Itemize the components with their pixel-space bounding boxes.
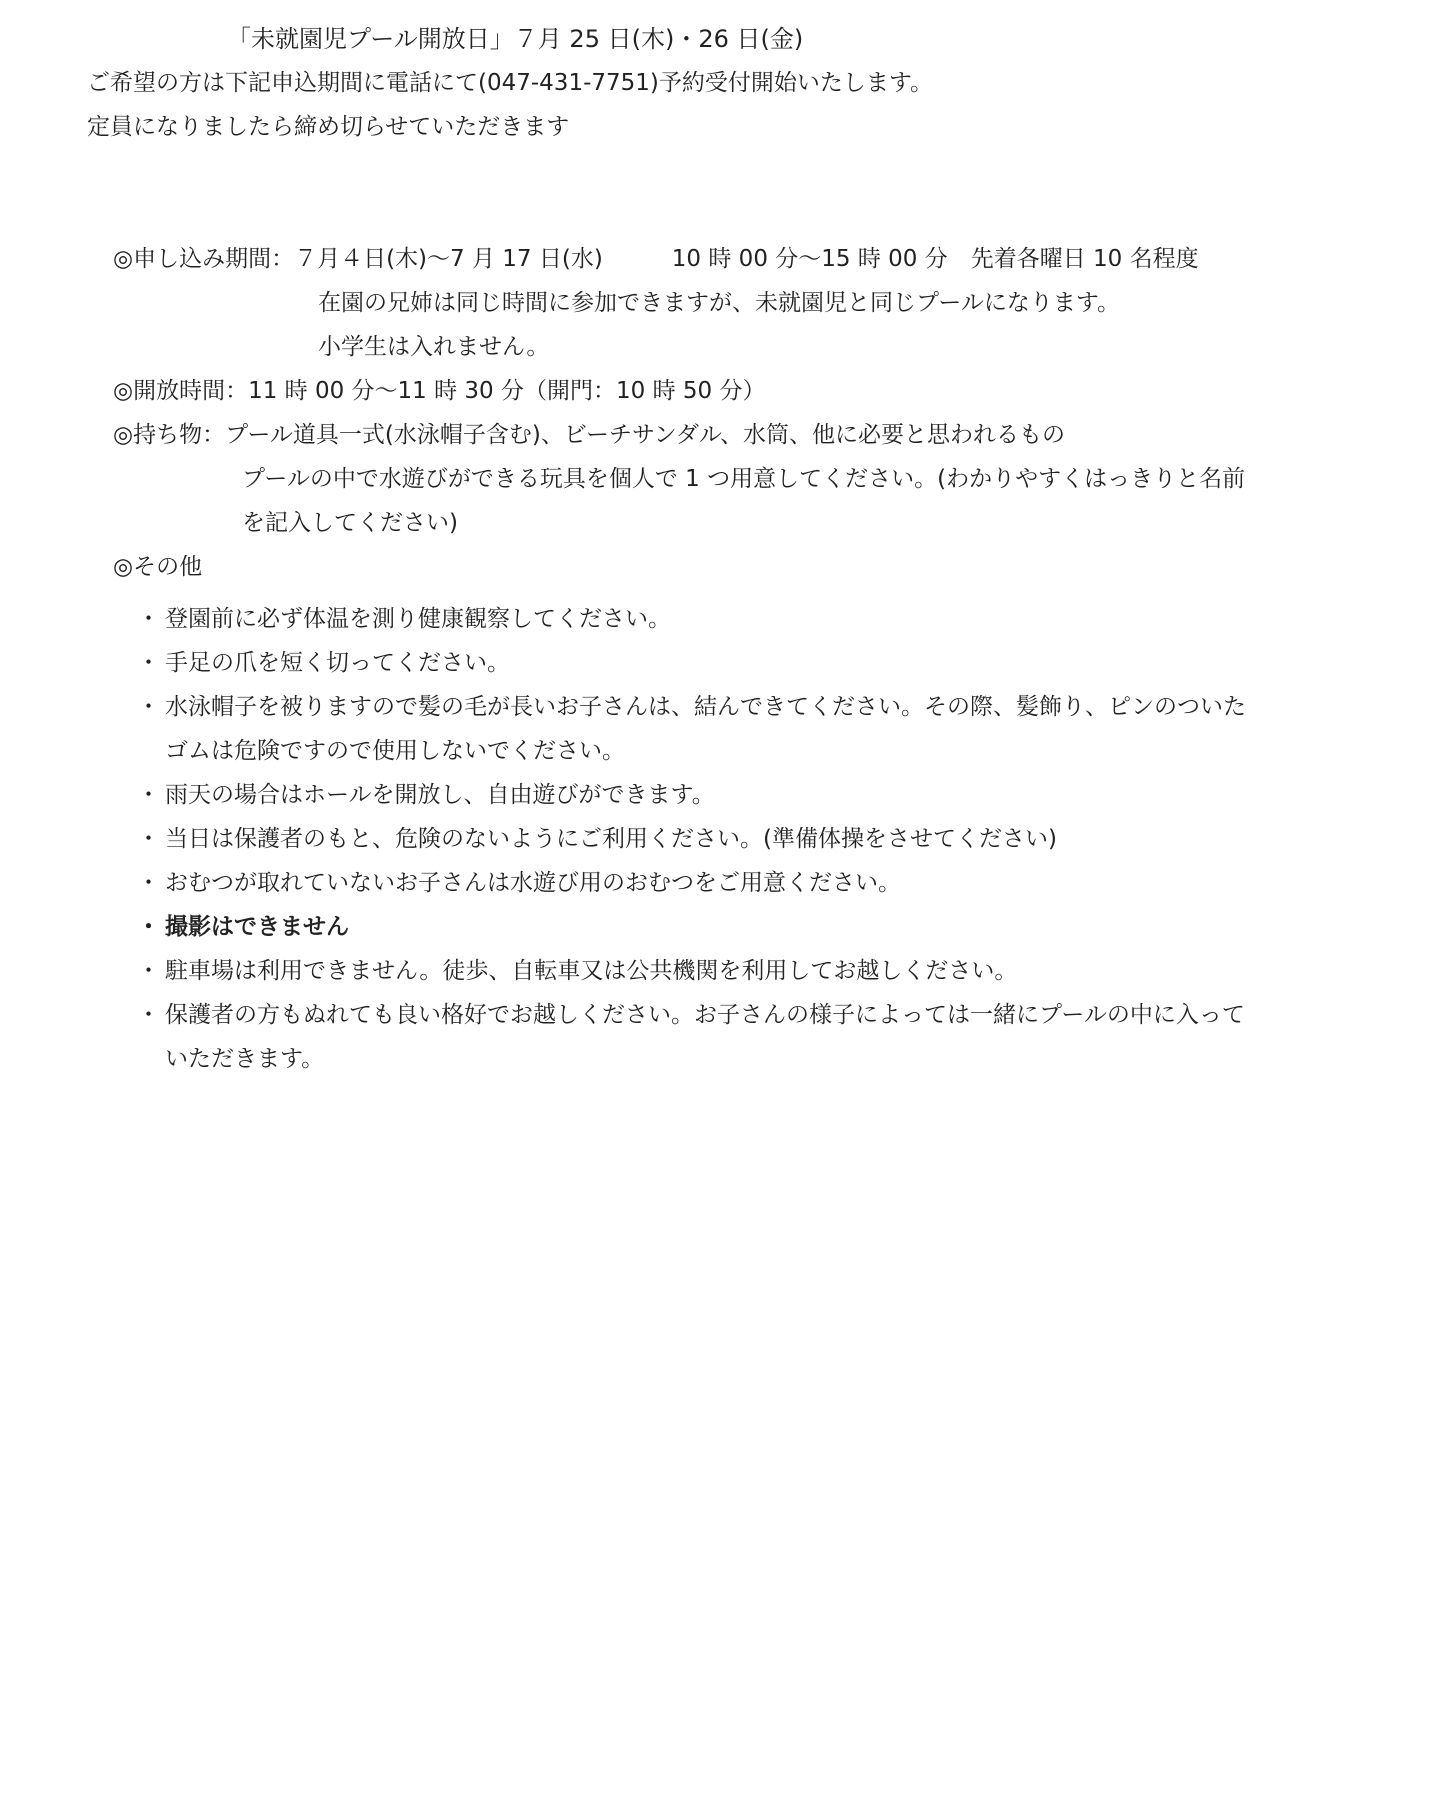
list-item-text: 水泳帽子を被りますので髪の毛が長いお子さんは、結んできてください。その際、髪飾り、ピンのついた	[165, 694, 1246, 720]
list-item	[143, 685, 1383, 773]
list-item	[143, 597, 1383, 641]
list-item	[143, 949, 1383, 993]
belongings-note-1: プールの中で水遊びができる玩具を個人で 1 つ用意してください。(わかりやすくはっきりと名前	[242, 466, 1246, 492]
application-period: ◎申し込み期間：７月４日(木)～7 月 17 日(水) 10 時 00 分～15 時 00 分 先着各曜日 10 名程度	[113, 246, 1199, 272]
list-item-continuation: いただきます。	[165, 1046, 325, 1072]
list-item-continuation: ゴムは危険ですので使用しないでください。	[165, 738, 625, 764]
belongings: ◎持ち物：プール道具一式(水泳帽子含む)、ビーチサンダル、水筒、他に必要と思われるもの	[113, 422, 1066, 448]
intro-line-2: 定員になりましたら締め切らせていただきます	[87, 114, 570, 140]
list-item	[143, 861, 1383, 905]
other-notes-list	[143, 597, 1383, 1081]
list-item	[143, 641, 1383, 685]
list-item-text: おむつが取れていないお子さんは水遊び用のおむつをご用意ください。	[165, 870, 901, 896]
belongings-note-2: を記入してください)	[242, 510, 458, 536]
list-item-text: 雨天の場合はホールを開放し、自由遊びができます。	[165, 782, 715, 808]
list-item-text: 保護者の方もぬれても良い格好でお越しください。お子さんの様子によっては一緒にプールの中に入って	[165, 1002, 1245, 1028]
application-note-elementary: 小学生は入れません。	[318, 334, 550, 360]
list-item	[143, 773, 1383, 817]
opening-hours: ◎開放時間：11 時 00 分～11 時 30 分（開門：10 時 50 分）	[113, 378, 766, 404]
application-note-siblings: 在園の兄姉は同じ時間に参加できますが、未就園児と同じプールになります。	[318, 290, 1121, 316]
list-item	[143, 817, 1383, 861]
list-item-text: 登園前に必ず体温を測り健康観察してください。	[165, 606, 671, 632]
list-item-text: 手足の爪を短く切ってください。	[165, 650, 510, 676]
list-item-text: 撮影はできません	[165, 914, 349, 940]
list-item	[143, 905, 1383, 949]
list-item-text: 駐車場は利用できません。徒歩、自転車又は公共機関を利用してお越しください。	[165, 958, 1018, 984]
intro-line-1: ご希望の方は下記申込期間に電話にて(047-431-7751)予約受付開始いたします。	[87, 70, 934, 96]
list-item-text: 当日は保護者のもと、危険のないようにご利用ください。(準備体操をさせてください)	[165, 826, 1057, 852]
document-title: 「未就園児プール開放日」７月 25 日(木)・26 日(金)	[227, 25, 804, 53]
other-heading: ◎その他	[113, 554, 203, 580]
list-item	[143, 993, 1383, 1081]
